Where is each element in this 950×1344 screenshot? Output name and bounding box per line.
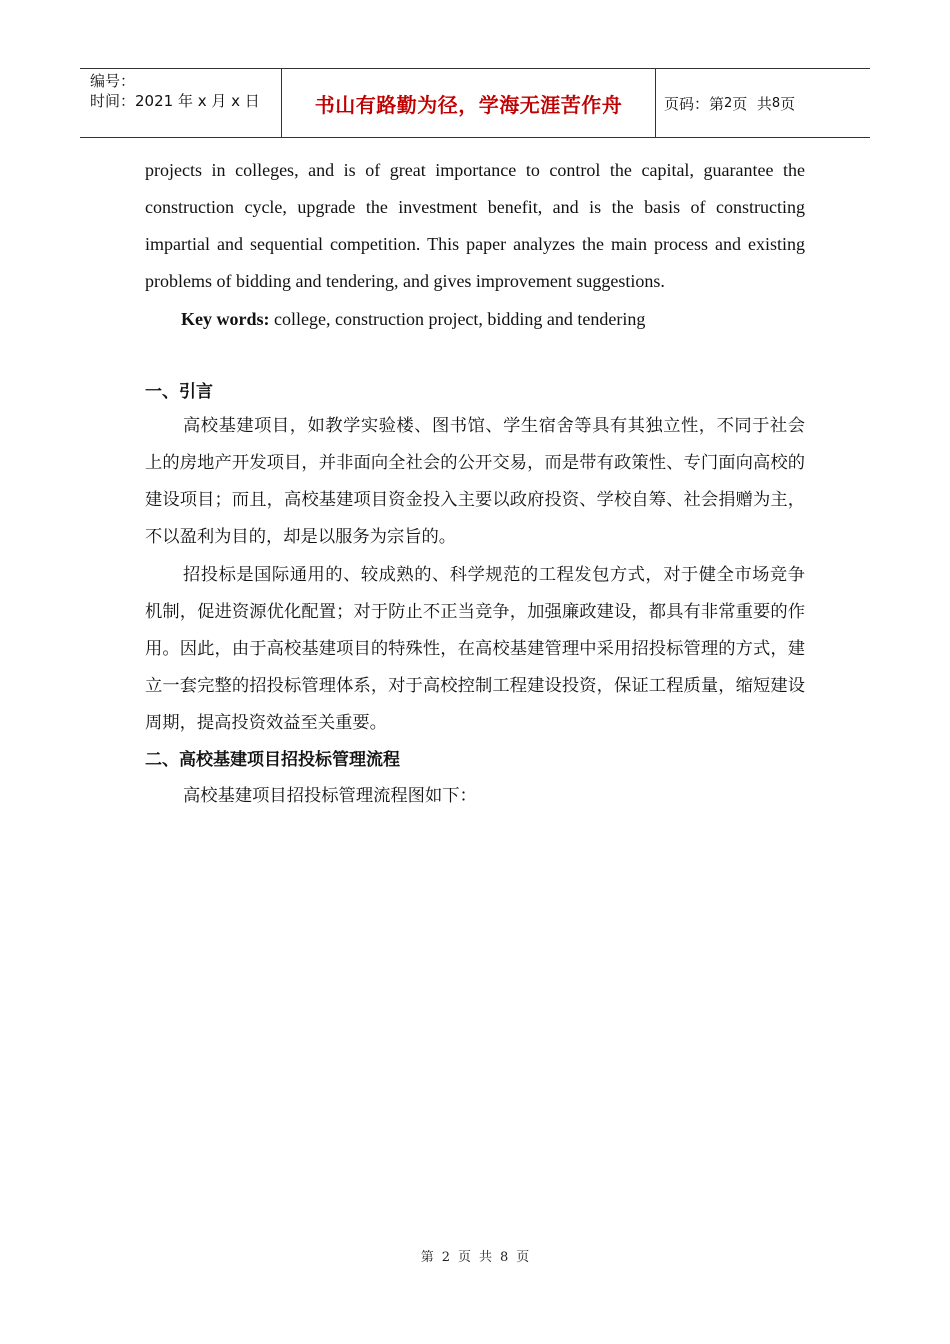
keywords-line — [145, 307, 805, 331]
header-meta — [80, 69, 281, 137]
section-heading-introduction: 一、引言 — [145, 382, 213, 402]
keywords-label: Key words: — [181, 309, 270, 329]
intro-paragraph-1: 高校基建项目，如教学实验楼、图书馆、学生宿舍等具有其独立性，不同于社会上的房地产开发项目，并非面向全社会的公开交易，而是带有政策性、专门面向高校的建设项目；而且，高校基建项目资金投入主要以政府投资、学校自筹、社会捐赠为主，不以盈利为目的，却是以服务为宗旨的。 — [145, 416, 805, 547]
keywords-text: college, construction project, bidding and tendering — [269, 309, 646, 329]
footer-total-pages: 8 — [500, 1250, 509, 1265]
page-mid: 页 共 — [732, 94, 772, 113]
intro-paragraph-1-block — [145, 408, 805, 556]
page-prefix: 页码：第 — [664, 94, 725, 113]
footer-gong: 共 — [479, 1250, 493, 1265]
header-motto: 书山有路勤为径，学海无涯苦作舟 — [281, 69, 656, 137]
time-value: 2021 年 x 月 x 日 — [135, 92, 260, 110]
intro-paragraph-2: 招投标是国际通用的、较成熟的、科学规范的工程发包方式，对于健全市场竞争机制，促进资源优化配置；对于防止不正当竞争，加强廉政建设，都具有非常重要的作用。因此，由于高校基建项目的特殊性，在高校基建管理中采用招投标管理的方式，建立一套完整的招投标管理体系，对于高校控制工程建设投资，保证工程质量，缩短建设周期，提高投资效益至关重要。 — [145, 565, 805, 733]
header-page-number — [655, 69, 870, 137]
footer-ye-1: 页 — [457, 1250, 471, 1265]
page-footer — [0, 1246, 950, 1265]
abstract-paragraph: projects in colleges, and is of great importance to control the capital, guarantee the construction cycle, upgrade the investment benefit, and is the basis of constructing impartial and sequential competition. This paper analyzes the main process and existing problems of bidding and tendering, and gives improvement suggestions. — [145, 160, 805, 291]
page-header — [80, 68, 870, 138]
document-time — [90, 91, 281, 111]
section-introduction — [145, 380, 805, 404]
document-number-label: 编号： — [90, 72, 136, 90]
intro-paragraph-2-block — [145, 557, 805, 742]
footer-current-page: 2 — [441, 1250, 450, 1265]
time-prefix: 时间： — [90, 92, 136, 110]
section-process — [145, 748, 805, 772]
abstract-section — [145, 152, 805, 300]
section-heading-process: 二、高校基建项目招投标管理流程 — [145, 750, 400, 770]
footer-di: 第 — [420, 1250, 434, 1265]
page-suffix: 页 — [780, 94, 796, 113]
footer-ye-2: 页 — [516, 1250, 530, 1265]
process-intro-paragraph: 高校基建项目招投标管理流程图如下： — [183, 786, 477, 806]
page-total: 8 — [771, 95, 781, 111]
page-current: 2 — [724, 95, 733, 111]
process-intro-block — [145, 778, 805, 815]
